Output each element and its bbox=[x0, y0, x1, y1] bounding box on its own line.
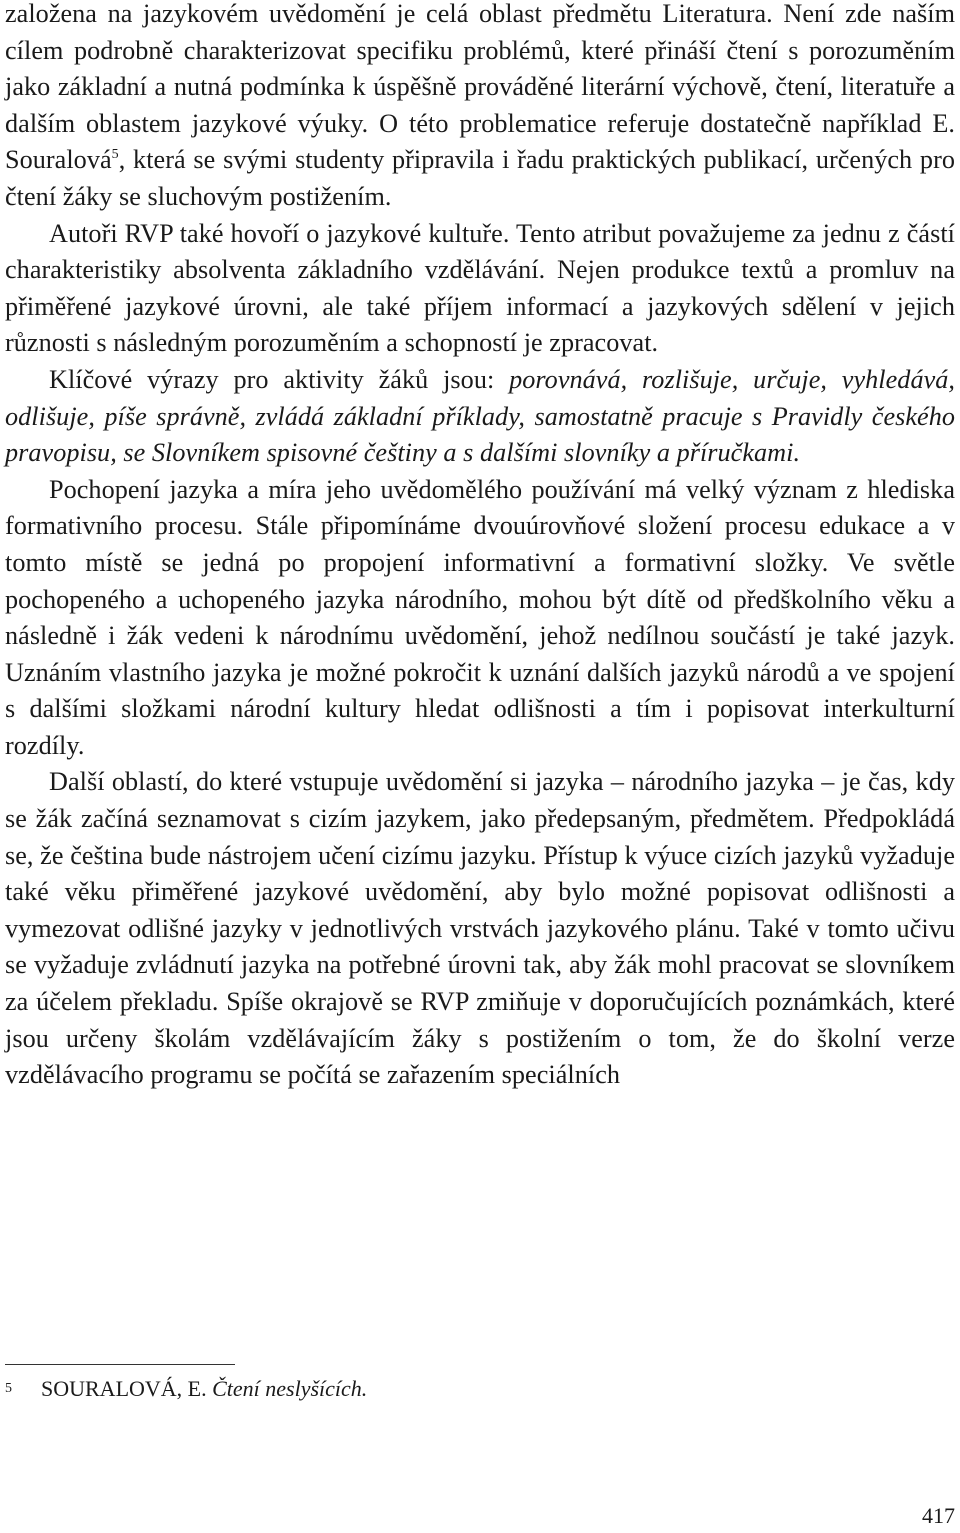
document-page bbox=[5, 0, 955, 1094]
body-text bbox=[5, 0, 955, 1094]
footnote-reference: 5 bbox=[111, 147, 119, 163]
italic-text: porovnává, rozlišuje, určuje, vyhledává, odlišuje, píše správně, zvládá základní příklady, samostatně pracuje s Pravidly českého pravopisu, se Slovníkem spisovné češtiny a s dalšími slovníky a příručkami. bbox=[5, 364, 955, 468]
paragraph bbox=[5, 472, 955, 765]
footnote-divider bbox=[5, 1364, 235, 1365]
paragraph-text: Klíčové výrazy pro aktivity žáků jsou: bbox=[49, 364, 510, 394]
paragraph bbox=[5, 216, 955, 362]
page-number: 417 bbox=[922, 1503, 955, 1528]
paragraph bbox=[5, 0, 955, 216]
footnote bbox=[5, 1374, 945, 1404]
paragraph-text: , která se svými studenty připravila i řadu praktických publikací, určených pro čtení žáky se sluchovým postižením. bbox=[5, 145, 955, 211]
paragraph bbox=[5, 362, 955, 472]
paragraph-text: Pochopení jazyka a míra jeho uvědomělého používání má velký význam z hlediska formativního procesu. Stále připomínáme dvouúrovňové složení procesu edukace a v tomto místě se jedná po propojení informativní a formativní složky. Ve světle pochopeného a uchopeného jazyka národního, mohou být dítě od předškolního věku a následně i žák vedeni k národnímu uvědomění, jehož nedílnou součástí je také jazyk. Uznáním vlastního jazyka je možné pokročit k uznání dalších jazyků národů a ve spojení s dalšími složkami národní kultury hledat odlišnosti a tím i popisovat interkulturní rozdíly. bbox=[5, 474, 955, 760]
footnote-text bbox=[41, 1374, 367, 1404]
footnote-author: SOURALOVÁ, E. bbox=[41, 1376, 213, 1401]
footnote-number: 5 bbox=[5, 1381, 12, 1396]
paragraph-text: Autoři RVP také hovoří o jazykové kultuře. Tento atribut považujeme za jednu z částí charakteristiky absolventa základního vzdělávání. Nejen produkce textů a promluv na přiměřené jazykové úrovni, ale také příjem informací a jazykových sdělení v jejich různosti s následným porozuměním a schopností je zpracovat. bbox=[5, 218, 955, 358]
paragraph-text: založena na jazykovém uvědomění je celá oblast předmětu Literatura. Není zde naším cílem podrobně charakterizovat specifiku problémů, které přináší čtení s porozuměním jako základní a nutná podmínka k úspěšně prováděné literární výchově, čtení, literatuře a dalším oblastem jazykové výuky. O této problematice referuje dostatečně například E. Souralová bbox=[5, 0, 955, 175]
paragraph bbox=[5, 764, 955, 1093]
footnote-title: Čtení neslyšících. bbox=[212, 1376, 368, 1401]
paragraph-text: Další oblastí, do které vstupuje uvědomění si jazyka – národního jazyka – je čas, kdy se žák začíná seznamovat s cizím jazykem, jako předepsaným, předmětem. Předpokládá se, že čeština bude nástrojem učení cizímu jazyku. Přístup k výuce cizích jazyků vyžaduje také věku přiměřené jazykové uvědomění, aby bylo možné popisovat odlišnosti a vymezovat odlišné jazyky v jednotlivých vrstvách jazykového plánu. Také v tomto učivu se vyžaduje zvládnutí jazyka na potřebné úrovni tak, aby žák mohl pracovat se slovníkem za účelem překladu. Spíše okrajově se RVP zmiňuje v doporučujících poznámkách, které jsou určeny školám vzdělávajícím žáky s postižením o tom, že do školní verze vzdělávacího programu se počítá se zařazením speciálních bbox=[5, 767, 955, 1090]
